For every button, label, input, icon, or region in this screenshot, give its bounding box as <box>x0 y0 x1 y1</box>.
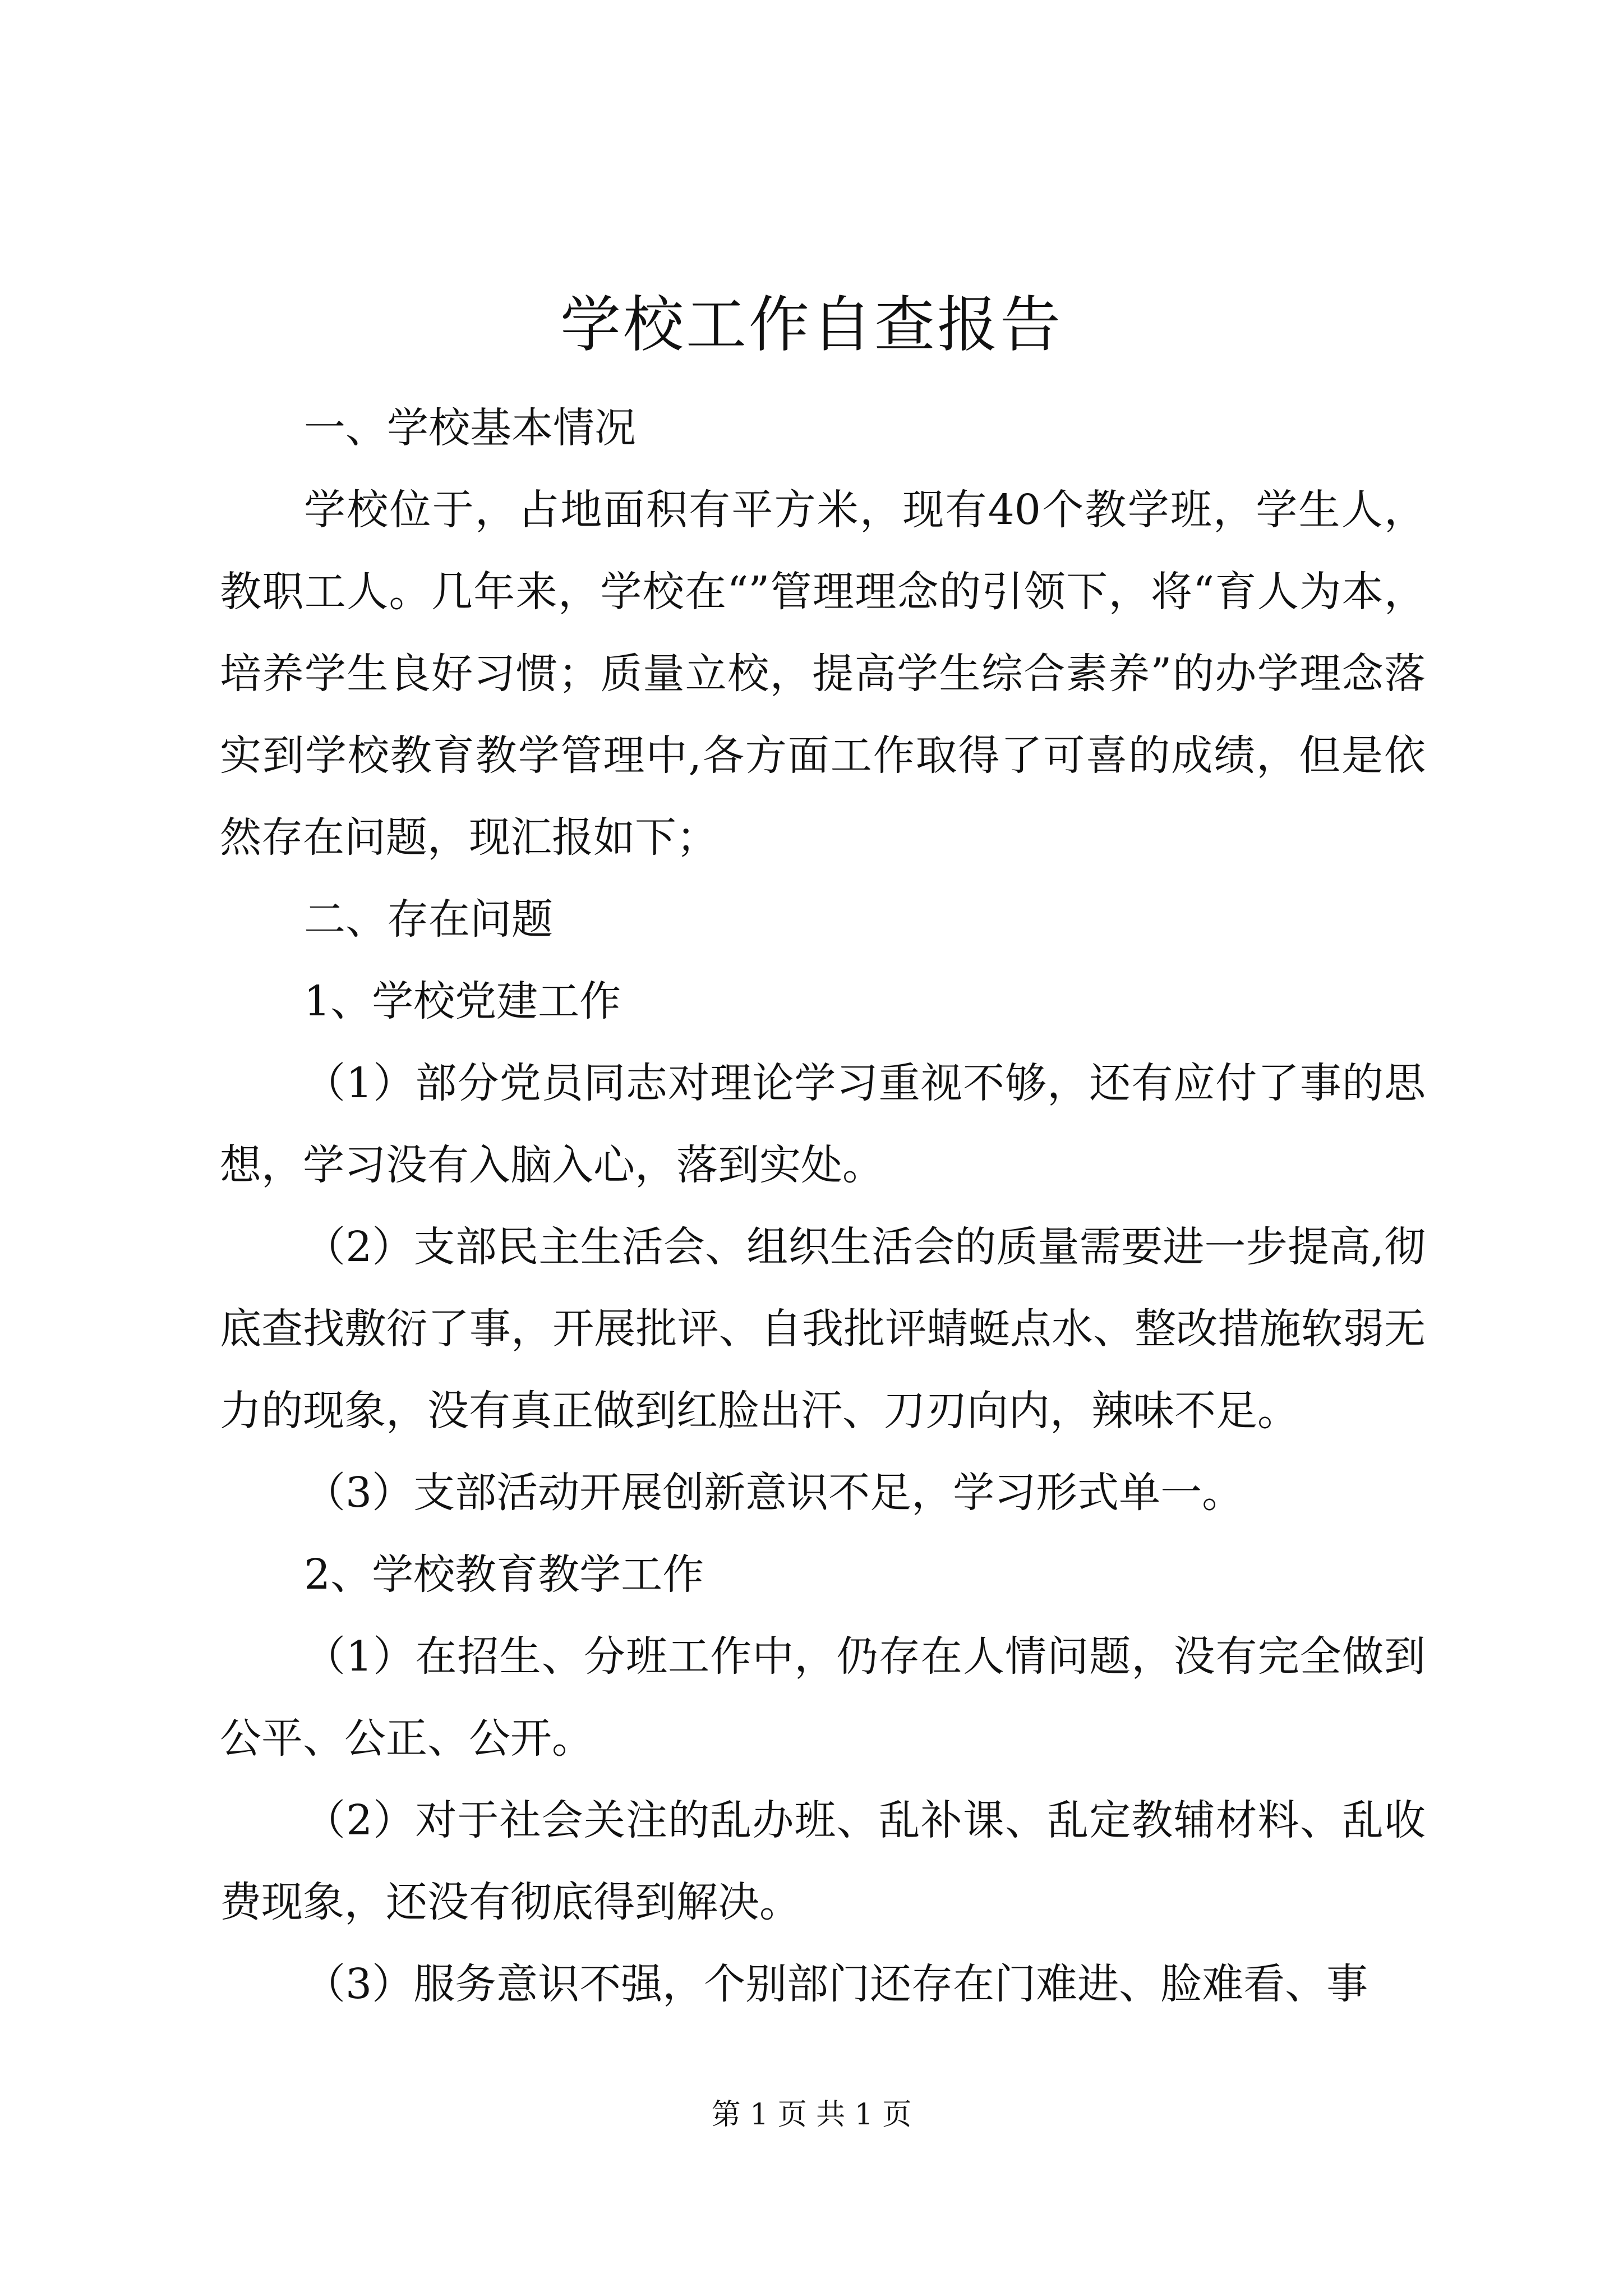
list-item: （2）支部民主生活会、组织生活会的质量需要进一步提高,彻底查找敷衍了事，开展批评、自我批评蜻蜓点水、整改措施软弱无力的现象，没有真正做到红脸出汗、刀刃向内，辣味不足。 <box>220 1223 1426 1435</box>
list-item: （3）支部活动开展创新意识不足，学习形式单一。 <box>304 1469 1244 1517</box>
document-body <box>220 387 1426 2025</box>
list-item: （3）服务意识不强，个别部门还存在门难进、脸难看、事 <box>304 1960 1368 2008</box>
list-item: （1）在招生、分班工作中，仍存在人情问题，没有完全做到公平、公正、公开。 <box>220 1632 1426 1763</box>
page-number-footer: 第 1 页 共 1 页 <box>711 2098 912 2132</box>
subsection-heading-teaching: 2、学校教育教学工作 <box>304 1550 704 1599</box>
section-heading-problems: 二、存在问题 <box>304 895 553 944</box>
subsection-heading-party-building: 1、学校党建工作 <box>304 977 621 1025</box>
list-item: （2）对于社会关注的乱办班、乱补课、乱定教辅材料、乱收费现象，还没有彻底得到解决。 <box>220 1796 1426 1926</box>
section-heading-basic-info: 一、学校基本情况 <box>304 404 636 452</box>
document-title: 学校工作自查报告 <box>560 290 1063 360</box>
list-item: （1）部分党员同志对理论学习重视不够，还有应付了事的思想，学习没有入脑入心，落到实处。 <box>220 1059 1426 1189</box>
section-paragraph-basic-info: 学校位于，占地面积有平方米，现有40个教学班，学生人，教职工人。几年来，学校在“”管理理念的引领下，将“育人为本，培养学生良好习惯；质量立校，提高学生综合素养”的办学理念落实到学校教育教学管理中,各方面工作取得了可喜的成绩，但是依然存在问题，现汇报如下； <box>220 486 1426 862</box>
